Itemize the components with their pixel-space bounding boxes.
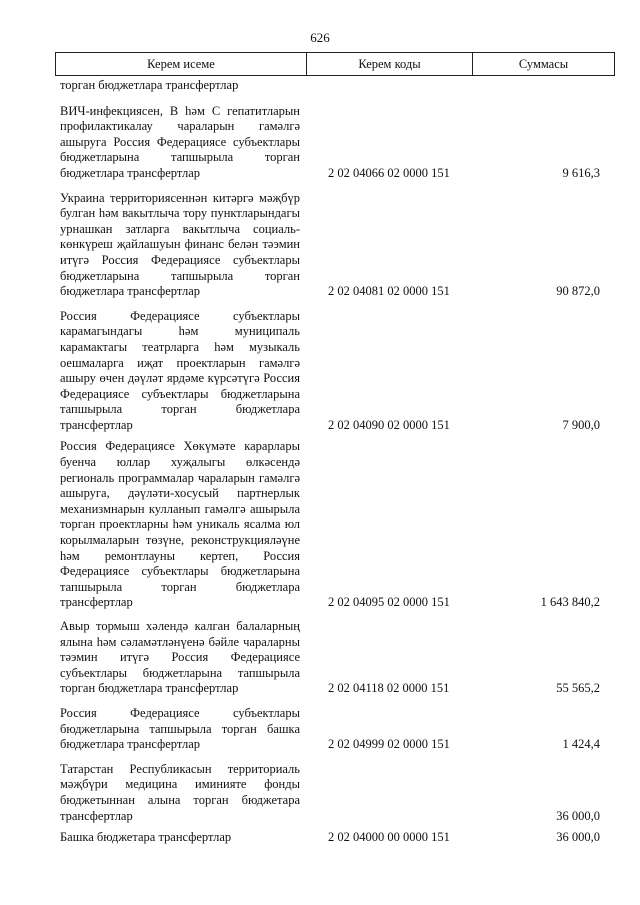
row-code: 2 02 04066 02 0000 151 bbox=[328, 165, 450, 180]
column-header-code: Керем коды bbox=[307, 53, 473, 75]
page-number: 626 bbox=[310, 30, 330, 45]
row-sum: 7 900,0 bbox=[562, 417, 600, 432]
row-name: Россия Федерациясе субъектлары бюджетларына тапшырыла торган башка бюджетлара трансфертлар bbox=[60, 705, 300, 752]
row-sum: 9 616,3 bbox=[562, 165, 600, 180]
table-row bbox=[60, 104, 600, 182]
row-sum: 36 000,0 bbox=[556, 808, 600, 823]
row-name: Башка бюджетара трансфертлар bbox=[60, 830, 232, 845]
row-name: Россия Федерациясе Хөкүмәте карарлары буенча юллар хуҗалыгы өлкәсендә региональ программалар чараларын гамәлгә ашыруга, дәүләти-хосусый партнерлык механизмнарын кулланып гамәлгә ашырыла торган проектларны һәм уникаль ясалма юл корылмаларын төзүне, реконструкцияләүне һәм ремонтлауны кертеп, Россия Федерациясе субъектлары бюджетларына тапшырыла торган бюджетлара трансфертлар bbox=[60, 439, 300, 610]
row-name: Авыр тормыш хәлендә калган балаларның ялына һәм сәламәтләнүенә бәйле чараларны тәэмин итүгә Россия Федерациясе субъектлары бюджетларына тапшырыла торган бюджетлара трансфертлар bbox=[60, 619, 300, 696]
table-row bbox=[60, 78, 600, 94]
row-name: торган бюджетлара трансфертлар bbox=[60, 78, 239, 92]
row-code: 2 02 04000 00 0000 151 bbox=[328, 830, 450, 845]
row-sum: 55 565,2 bbox=[556, 681, 600, 696]
table-row bbox=[60, 619, 600, 697]
row-sum: 1 643 840,2 bbox=[540, 595, 600, 610]
row-code: 2 02 04081 02 0000 151 bbox=[328, 284, 450, 299]
table-row bbox=[60, 762, 600, 824]
row-code: 2 02 04999 02 0000 151 bbox=[328, 737, 450, 752]
table-header bbox=[55, 52, 615, 76]
row-code: 2 02 04095 02 0000 151 bbox=[328, 595, 450, 610]
table-row bbox=[60, 830, 600, 846]
table-body bbox=[60, 78, 600, 846]
row-code: 2 02 04090 02 0000 151 bbox=[328, 417, 450, 432]
row-name: ВИЧ-инфекциясен, В һәм С гепатитларын профилактикалау чараларын гамәлгә ашыруга Россия Федерациясе субъектлары бюджетларына тапшырыла торган бюджетлара трансфертлар bbox=[60, 103, 300, 180]
row-name: Татарстан Республикасын территориаль мәҗбүри медицина иминияте фонды бюджетыннан алына торган бюджетара трансфертлар bbox=[60, 761, 300, 823]
column-header-sum: Суммасы bbox=[518, 56, 569, 71]
table-row bbox=[60, 439, 600, 611]
row-name: Украина территориясеннән китәргә мәҗбүр булган һәм вакытлыча тору пунктларындагы урнашкан затларга вакытлыча социаль-көнкүреш җайлашуын финанс белән тәэмин итүгә Россия Федерациясе субъектлары бюджетларына тапшырыла торган бюджетлара трансфертлар bbox=[60, 190, 300, 299]
column-header-name: Керем исеме bbox=[56, 53, 307, 75]
row-name: Россия Федерациясе субъектлары карамагындагы һәм муниципаль карамактагы театрларга һәм музыкаль оешмаларга иҗат проектларын гамәлгә ашыру өчен дәүләт ярдәме күрсәтүгә Россия Федерациясе субъектлары бюджетларына тапшырыла торган бюджетлара трансфертлар bbox=[60, 308, 300, 432]
row-sum: 36 000,0 bbox=[556, 830, 600, 845]
row-sum: 1 424,4 bbox=[562, 737, 600, 752]
row-code: 2 02 04118 02 0000 151 bbox=[328, 681, 450, 696]
table-row bbox=[60, 191, 600, 300]
table-row bbox=[60, 706, 600, 753]
table-row bbox=[60, 309, 600, 434]
row-sum: 90 872,0 bbox=[556, 284, 600, 299]
